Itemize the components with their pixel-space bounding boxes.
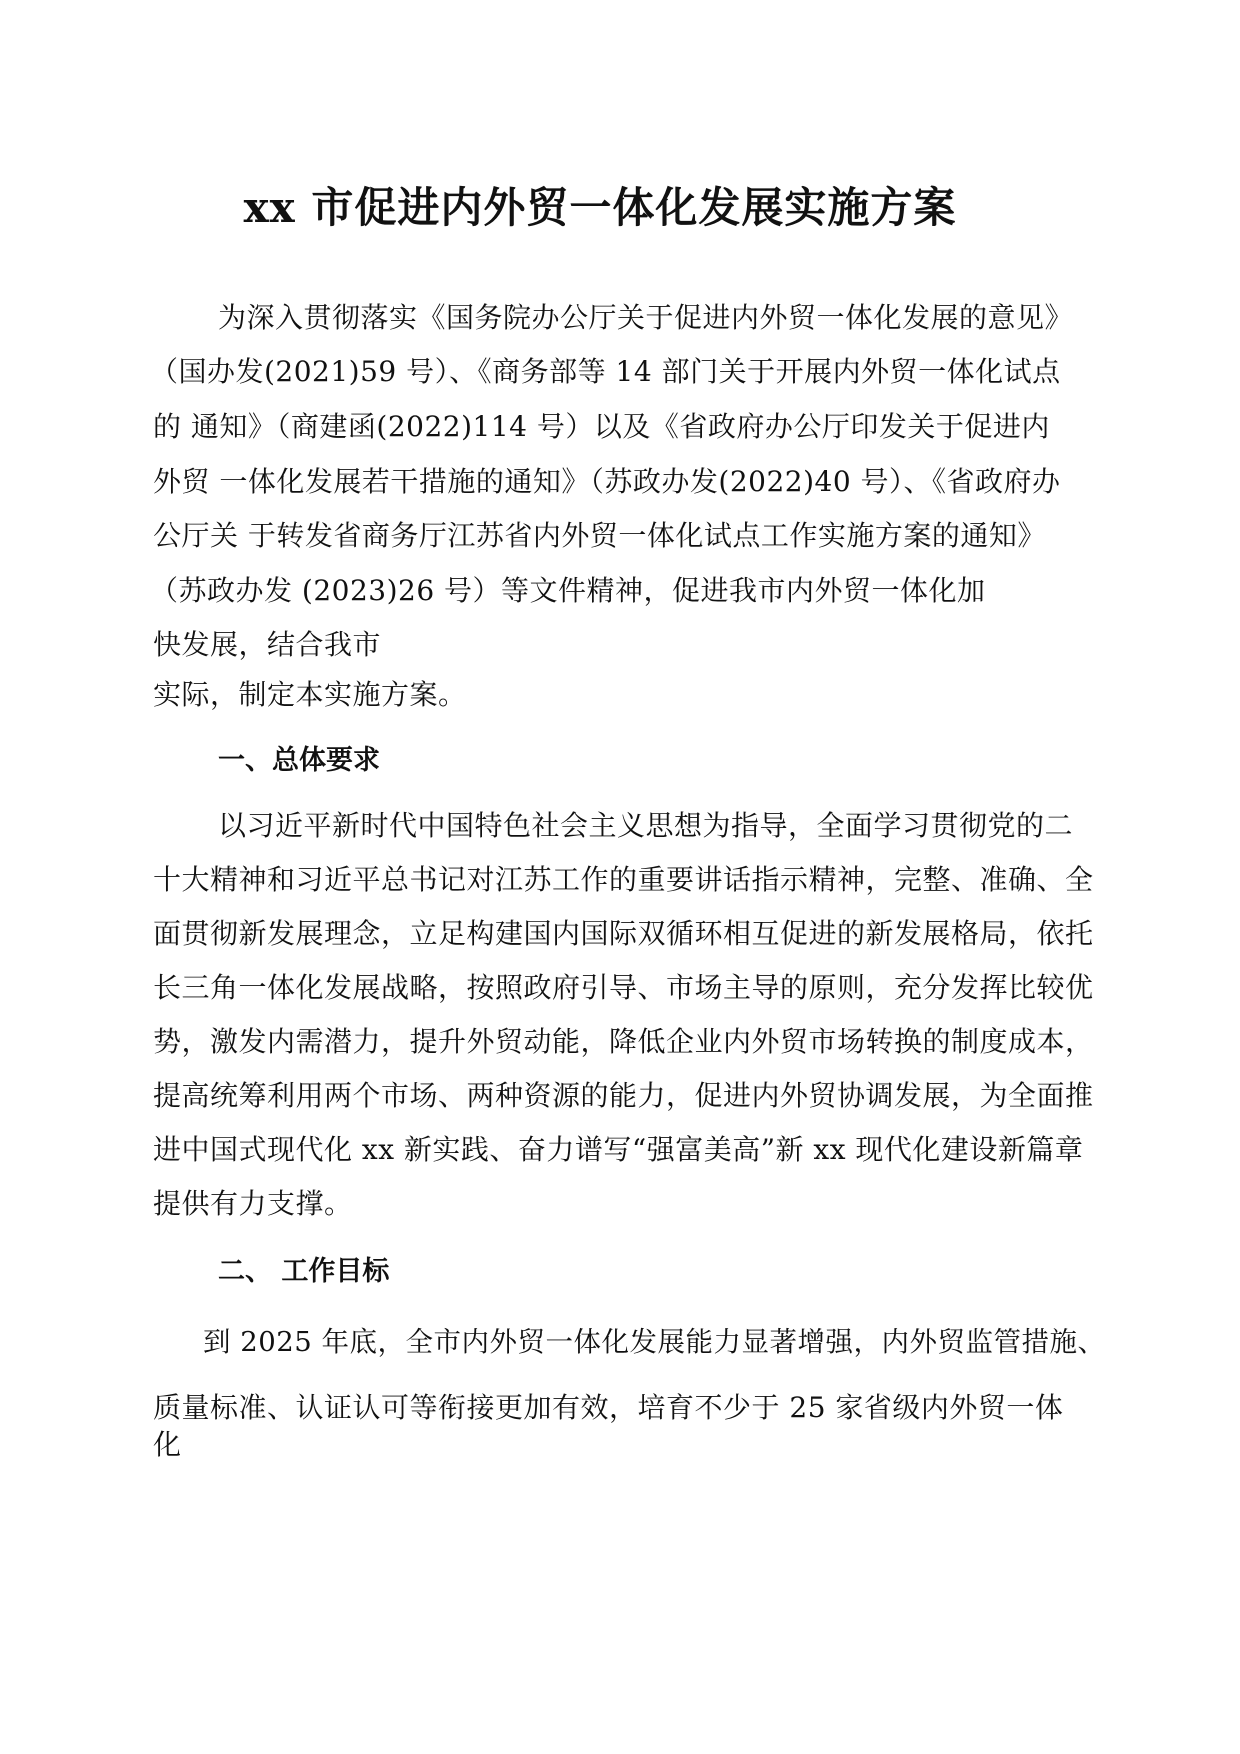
- section1-line-8: 提供有力支撑。: [153, 1187, 353, 1220]
- section2-line-1: 到 2025 年底，全市内外贸一体化发展能力显著增强，内外贸监管措施、: [203, 1326, 1106, 1358]
- intro-line-4: 外贸 一体化发展若干措施的通知》（苏政办发(2022)40 号）、《省政府办: [153, 465, 1061, 498]
- document-title: xx 市促进内外贸一体化发展实施方案: [243, 183, 957, 232]
- intro-line-6: （苏政办发 (2023)26 号）等文件精神，促进我市内外贸一体化加: [150, 574, 986, 607]
- intro-line-1: 为深入贯彻落实《国务院办公厅关于促进内外贸一体化发展的意见》: [218, 301, 1074, 334]
- intro-line-3: 的 通知》（商建函(2022)114 号）以及《省政府办公厅印发关于促进内: [153, 410, 1050, 443]
- intro-line-2: （国办发(2021)59 号）、《商务部等 14 部门关于开展内外贸一体化试点: [150, 355, 1061, 388]
- section1-line-4: 长三角一体化发展战略，按照政府引导、市场主导的原则，充分发挥比较优: [153, 971, 1094, 1004]
- section-heading-work-goals: 二、 工作目标: [218, 1256, 390, 1287]
- section1-line-6: 提高统筹利用两个市场、两种资源的能力，促进内外贸协调发展，为全面推: [153, 1079, 1094, 1112]
- section2-line-3: 化: [153, 1428, 182, 1461]
- intro-line-8: 实际，制定本实施方案。: [153, 678, 467, 711]
- section2-line-2: 质量标准、认证认可等衔接更加有效，培育不少于 25 家省级内外贸一体: [153, 1391, 1064, 1424]
- section-heading-overall-requirements: 一、总体要求: [218, 745, 380, 776]
- section1-line-2: 十大精神和习近平总书记对江苏工作的重要讲话指示精神，完整、准确、全: [153, 863, 1094, 896]
- section1-line-3: 面贯彻新发展理念，立足构建国内国际双循环相互促进的新发展格局，依托: [153, 917, 1094, 950]
- section1-line-7: 进中国式现代化 xx 新实践、奋力谱写“强富美高”新 xx 现代化建设新篇章: [153, 1133, 1084, 1166]
- intro-line-7: 快发展，结合我市: [153, 628, 382, 661]
- section1-line-5: 势，激发内需潜力，提升外贸动能，降低企业内外贸市场转换的制度成本，: [153, 1025, 1094, 1058]
- intro-line-5: 公厅关 于转发省商务厅江苏省内外贸一体化试点工作实施方案的通知》: [153, 519, 1046, 552]
- section1-line-1: 以习近平新时代中国特色社会主义思想为指导，全面学习贯彻党的二: [218, 809, 1074, 842]
